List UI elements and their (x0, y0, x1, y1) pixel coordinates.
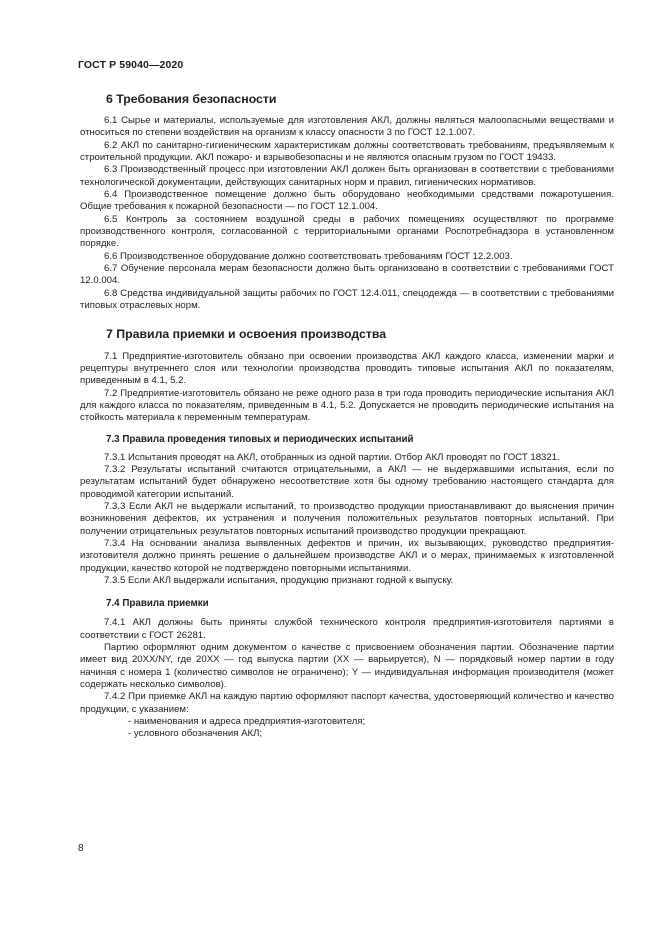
paragraph-6-7: 6.7 Обучение персонала мерам безопасности должно быть организовано в соответствии с требованиями ГОСТ 12.0.004. (80, 263, 614, 287)
paragraph-7-3-4: 7.3.4 На основании анализа выявленных дефектов и причин, их вызывающих, руководство предприятия-изготовителя должно принять решение о дальнейшем производстве АКЛ и о мерах, принимаемых к изготовленной продукции, качество которой не подтверждено повторными испытаниями. (80, 537, 614, 574)
page-number: 8 (78, 843, 84, 854)
list-item: - условного обозначения АКЛ; (128, 728, 263, 740)
paragraph-7-3-2: 7.3.2 Результаты испытаний считаются отрицательными, а АКЛ — не выдержавшими испытания, если по результатам испытаний будет обнаружено несоответствие хотя бы одному требованию настоящего стандарта для проводимой категории испытаний. (80, 463, 614, 500)
document-body (80, 92, 614, 741)
paragraph-7-3-1: 7.3.1 Испытания проводят на АКЛ, отобранных из одной партии. Отбор АКЛ проводят по ГОСТ 18321. (104, 451, 560, 463)
section-6-title: 6 Требования безопасности (106, 92, 277, 106)
paragraph-7-1: 7.1 Предприятие-изготовитель обязано при освоении производства АКЛ каждого класса, изменении марки и рецептуры внутреннего слоя или технологии производства проводить типовые испытания АКЛ по показателям, приведенным в 4.1, 5.2. (80, 350, 614, 387)
paragraph-7-4-1: 7.4.1 АКЛ должны быть приняты службой технического контроля предприятия-изготовителя партиями в соответствии с ГОСТ 26281. (80, 617, 614, 641)
paragraph-7-3-5: 7.3.5 Если АКЛ выдержали испытания, продукцию признают годной к выпуску. (104, 575, 454, 586)
paragraph-6-1: 6.1 Сырье и материалы, используемые для изготовления АКЛ, должны являться малоопасными веществами и относиться по степени воздействия на организм к классу опасности 3 по ГОСТ 12.1.007. (80, 115, 614, 139)
paragraph-7-4-2: 7.4.2 При приемке АКЛ на каждую партию оформляют паспорт качества, удостоверяющий количество и качество продукции, с указанием: (80, 691, 614, 715)
standard-header: ГОСТ Р 59040—2020 (78, 59, 184, 71)
paragraph-7-2: 7.2 Предприятие-изготовитель обязано не реже одного раза в три года проводить периодические испытания АКЛ для каждого класса по показателям, приведенным в 4.1, 5.2. Допускается не проводить периодические испытания на стойкость материала к переменным температурам. (80, 387, 614, 424)
paragraph-6-2: 6.2 АКЛ по санитарно-гигиеническим характеристикам должны соответствовать требованиям, предъявляемым к строительной продукции. АКЛ пожаро- и взрывобезопасны и не являются опасным грузом по ГОСТ 19433. (80, 139, 614, 164)
paragraph-6-5: 6.5 Контроль за состоянием воздушной среды в рабочих помещениях осуществляют по программе производственного контроля, согласованной с территориальными органами Роспотребнадзора в установленном порядке. (80, 213, 614, 250)
paragraph-6-3: 6.3 Производственный процесс при изготовлении АКЛ должен быть организован в соответствии с требованиями технологической документации, действующих санитарных норм и правил, гигиенических нормативов. (80, 164, 614, 188)
paragraph-6-8: 6.8 Средства индивидуальной защиты рабочих по ГОСТ 12.4.011, спецодежда — в соответствии с требованиями типовых отраслевых норм. (80, 287, 614, 312)
paragraph-6-4: 6.4 Производственное помещение должно быть оборудовано необходимыми средствами пожаротушения. Общие требования к пожарной безопасности — по ГОСТ 12.1.004. (80, 189, 614, 213)
paragraph-6-6: 6.6 Производственное оборудование должно соответствовать требованиям ГОСТ 12.2.003. (104, 250, 513, 262)
subsection-7-4-title: 7.4 Правила приемки (106, 598, 209, 610)
list-item: - наименования и адреса предприятия-изготовителя; (128, 716, 366, 728)
paragraph-7-3-3: 7.3.3 Если АКЛ не выдержали испытаний, то производство продукции приостанавливают до выяснения причин возникновения дефектов, их устранения и получения положительных результатов повторных испытаний. При получении отрицательных результатов повторных испытаний производство продукции прекращают. (80, 500, 614, 537)
subsection-7-3-title: 7.3 Правила проведения типовых и периодических испытаний (106, 433, 414, 445)
section-7-title: 7 Правила приемки и освоения производства (106, 326, 387, 341)
paragraph-batch-designation: Партию оформляют одним документом о качестве с присвоением обозначения партии. Обозначение партии имеет вид 20XX/NY, где 20XX — год выпуска партии (XX — варьируется), N — порядковый номер партии в году начиная с номера 1 (количество символов не ограничено); Y — индивидуальная информация производителя (может содержать несколько символов). (80, 642, 614, 691)
